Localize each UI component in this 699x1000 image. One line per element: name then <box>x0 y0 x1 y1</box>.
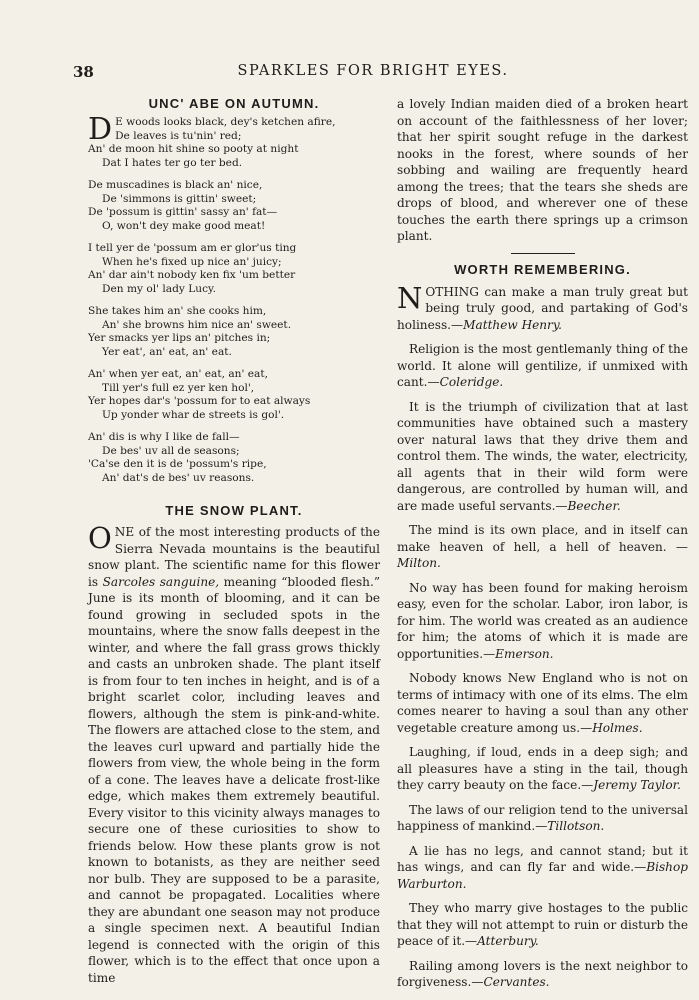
poem-line: An' dar ain't nobody ken fix 'um better <box>88 269 296 281</box>
poem-line: Till yer's full ez yer ken hol', <box>102 381 255 394</box>
poem-line: Up yonder whar de streets is gol'. <box>102 408 285 421</box>
quote-item <box>397 580 688 663</box>
quote-text: Religion is the most gentlemanly thing of the world. It alone will gentilize, if unmixed with cant.— <box>397 342 688 389</box>
quote-author: Emerson. <box>495 646 554 661</box>
quote-author: Holmes. <box>592 720 643 735</box>
poem-stanza <box>88 242 380 296</box>
quote-author: Cervantes. <box>483 975 550 989</box>
quote-item <box>397 802 688 835</box>
quote-item <box>397 958 688 991</box>
poem-stanza <box>88 305 380 359</box>
page-number: 38 <box>73 63 94 81</box>
snow-plant-title: THE SNOW PLANT. <box>165 503 303 518</box>
quote-text: Railing among lovers is the next neighbor to forgiveness.— <box>397 958 688 989</box>
quote-item <box>397 670 688 736</box>
page-header <box>73 63 673 83</box>
quote-author: Bishop Warburton. <box>397 860 688 891</box>
quote-item <box>397 744 688 794</box>
quote-text: The mind is its own place, and in itself can make heaven of hell, a hell of heaven. — <box>397 523 688 554</box>
quote-item <box>397 843 688 893</box>
quote-text: No way has been found for making heroism easy, even for the scholar. Labor, iron labor, is for him. The world was created as an audience for him; the atoms of which it is made are opportunities.— <box>397 580 688 661</box>
poem-line: Yer smacks yer lips an' pitches in; <box>88 332 271 344</box>
poem-stanza <box>88 431 380 485</box>
poem-line: De bes' uv all de seasons; <box>102 444 240 457</box>
poem-line: 'Ca'se den it is de 'possum's ripe, <box>88 458 267 470</box>
quote-author: Tillotson. <box>547 819 605 833</box>
poem-line: An' de moon hit shine so pooty at night <box>88 143 299 155</box>
quote-author: Jeremy Taylor. <box>593 778 681 792</box>
poem-stanza <box>88 179 380 233</box>
poem-line: Den my ol' lady Lucy. <box>102 282 216 295</box>
poem-line: De 'simmons is gittin' sweet; <box>102 192 257 205</box>
drop-cap: N <box>397 280 423 315</box>
quote-author: Beecher. <box>567 498 621 513</box>
poem-line: She takes him an' she cooks him, <box>88 305 267 317</box>
snow-plant-text: ONE of the most interesting products of the Sierra Nevada mountains is the beautiful snow plant. The scientific name for this flower is Sarcoles sanguine, meaning “blooded flesh.” June is its month of blooming, and it can be found growing in secluded spots in the mountains, where the snow falls deepest in the winter, and where the fall grass grows thickly and casts an unbroken shade. The plant itself is from four to ten inches in height, and is of a bright scarlet color, including leaves and flowers, although the stem is pink-and-white. The flowers are attached close to the stem, and the leaves curl upward and partially hide the flowers from view, the whole being in the form of a cone. The leaves have a delicate frost-like edge, which makes them extremely beautiful. Every visitor to this vicinity always manages to secure one of these curiosities to show to friends below. How these plants grow is not known to botanists, as they are neither seed nor bulb. They are supposed to be a parasite, and cannot be propagated. Localities where they are abundant one season may not produce a single specimen next. A beautiful Indian legend is connected with the origin of this flower, which is to the effect that once upon a time <box>88 521 381 985</box>
poem-line: O, won't dey make good meat! <box>102 219 266 232</box>
snow-plant-continuation: a lovely Indian maiden died of a broken heart on account of the faithlessness of her lover; that her spirit sought refuge in the darkest nooks in the forest, where sounds of her sobbing and wailing are frequently heard among the trees; that the tears she sheds are drops of blood, and wherever one of these touches the earth there springs up a crimson plant. <box>397 97 688 243</box>
quote-text: OTHING can make a man truly great but being truly good, and partaking of God's holiness.— <box>397 284 688 332</box>
running-title: SPARKLES FOR BRIGHT EYES. <box>237 63 509 79</box>
worth-remembering-title: WORTH REMEMBERING. <box>454 261 631 277</box>
quote-author: Milton. <box>397 556 441 570</box>
drop-cap: D <box>88 112 113 147</box>
poem-line: I tell yer de 'possum am er glor'us ting <box>88 242 297 254</box>
quote-author: Matthew Henry. <box>463 317 562 332</box>
left-column <box>88 96 380 986</box>
quote-author: Atterbury. <box>477 934 539 948</box>
quote-text: They who marry give hostages to the public that they will not attempt to ruin or disturb the peace of it.— <box>397 901 688 948</box>
quote-item <box>397 341 688 391</box>
poem-line: De leaves is tu'nin' red; <box>115 129 242 142</box>
poem-line: De muscadines is black an' nice, <box>88 179 263 191</box>
right-column <box>397 96 688 999</box>
drop-cap: O <box>88 521 112 555</box>
quote-text: Nobody knows New England who is not on terms of intimacy with one of its elms. The elm comes nearer to having a soul than any other vegetable creature among us.— <box>397 671 688 735</box>
poem-line: When he's fixed up nice an' juicy; <box>102 255 282 268</box>
poem-body <box>88 112 380 485</box>
quote-item <box>397 900 688 950</box>
quote-text: It is the triumph of civilization that at last communities have obtained such a mastery over natural laws that they drive them and control them. The winds, the water, electricity, all agents that in their wild form were dangerous, are controlled by human will, and are made useful servants.— <box>397 399 688 513</box>
quote-text: Laughing, if loud, ends in a deep sigh; and all pleasures have a sting in the tail, though they carry beauty on the face.— <box>397 745 688 792</box>
quote-item <box>397 280 688 334</box>
poem-stanza <box>88 112 380 170</box>
poem-line: An' dis is why I like de fall— <box>88 431 240 443</box>
quote-item <box>397 522 688 572</box>
poem-line: Dat I hates ter go ter bed. <box>102 156 243 169</box>
poem-line: E woods looks black, dey's ketchen afire, <box>115 116 336 128</box>
poem-stanza <box>88 368 380 422</box>
poem-line: De 'possum is gittin' sassy an' fat— <box>88 206 278 218</box>
poem-line: Yer hopes dar's 'possum for to eat always <box>88 395 311 407</box>
poem-line: Yer eat', an' eat, an' eat. <box>102 345 232 358</box>
quote-author: Coleridge. <box>439 375 504 389</box>
poem-line: An' when yer eat, an' eat, an' eat, <box>88 368 268 380</box>
quotes-list <box>397 280 688 991</box>
poem-line: An' dat's de bes' uv reasons. <box>102 471 255 484</box>
section-divider <box>511 253 575 254</box>
poem-line: An' she browns him nice an' sweet. <box>102 318 292 331</box>
quote-text: A lie has no legs, and cannot stand; but it has wings, and can fly far and wide.— <box>397 843 688 874</box>
poem-title: UNC' ABE ON AUTUMN. <box>148 96 320 111</box>
quote-text: The laws of our religion tend to the universal happiness of mankind.— <box>397 802 688 833</box>
quote-item <box>397 399 688 515</box>
